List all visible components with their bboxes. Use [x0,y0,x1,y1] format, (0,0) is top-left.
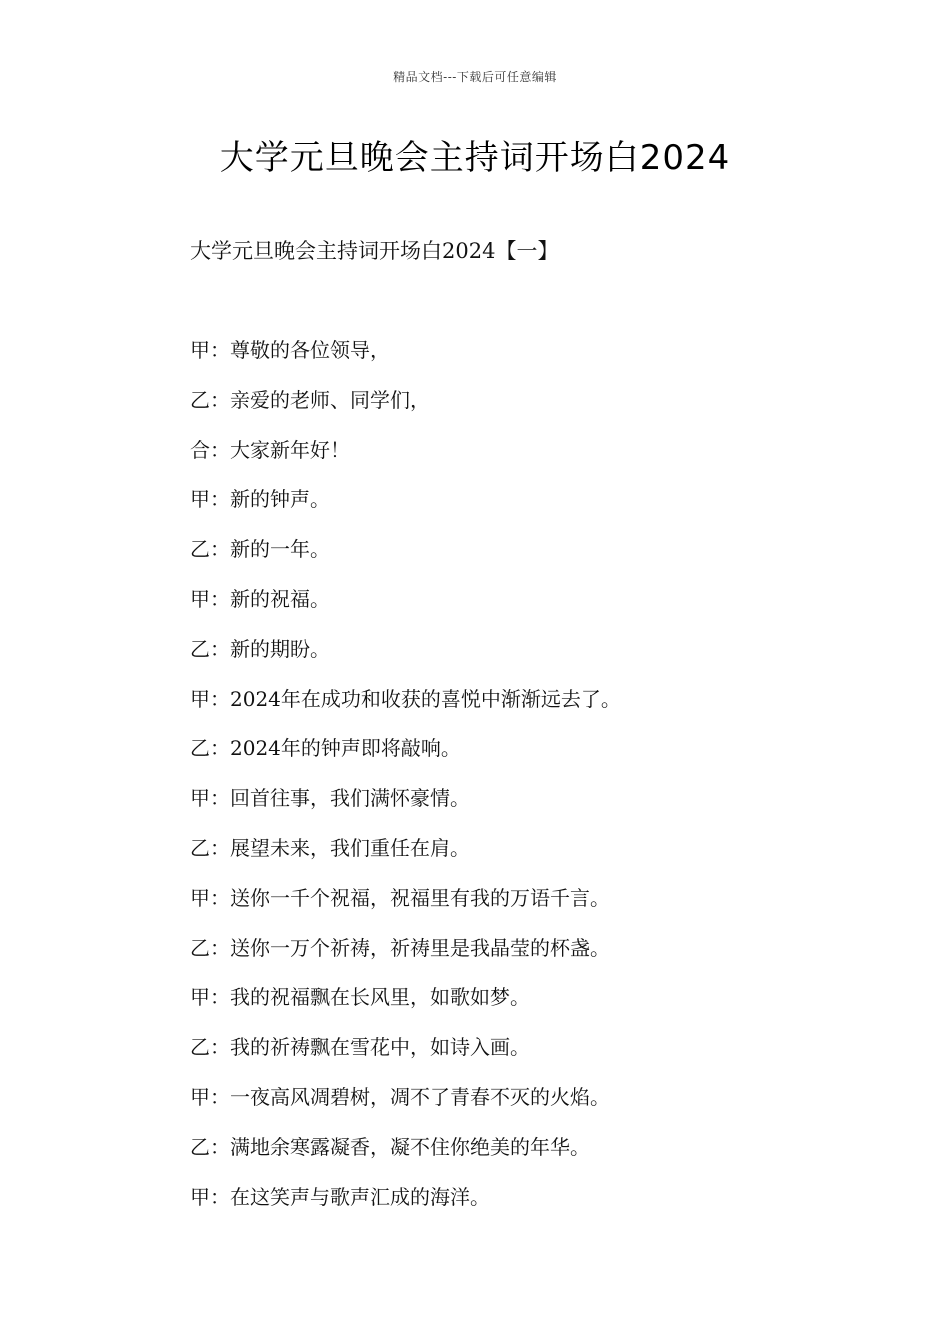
dialogue-line: 甲：在这笑声与歌声汇成的海洋。 [190,1184,490,1209]
dialogue-line: 乙：送你一万个祈祷，祈祷里是我晶莹的杯盏。 [190,935,610,960]
dialogue-line: 甲：2024年在成功和收获的喜悦中渐渐远去了。 [190,686,621,711]
dialogue-line: 乙：满地余寒露凝香，凝不住你绝美的年华。 [190,1134,590,1159]
dialogue-line: 乙：2024年的钟声即将敲响。 [190,736,461,761]
dialogue-line: 甲：尊敬的各位领导， [190,338,390,362]
dialogue-line: 合：大家新年好！ [190,437,350,462]
dialogue-line: 甲：我的祝福飘在长风里，如歌如梦。 [190,985,530,1010]
dialogue-line: 甲：一夜高风凋碧树，凋不了青春不灭的火焰。 [190,1084,610,1109]
dialogue-line: 甲：新的祝福。 [190,586,330,611]
dialogue-line: 乙：新的期盼。 [190,636,330,661]
dialogue-line: 甲：回首往事，我们满怀豪情。 [190,786,470,811]
dialogue-line: 乙：新的一年。 [190,537,330,562]
dialogue-line: 乙：我的祈祷飘在雪花中，如诗入画。 [190,1035,530,1060]
header-note: 精品文档---下载后可任意编辑 [393,70,557,84]
dialogue-line: 甲：送你一千个祝福，祝福里有我的万语千言。 [190,885,610,910]
section-heading: 大学元旦晚会主持词开场白2024【一】 [190,239,559,263]
dialogue-list [190,336,810,1232]
dialogue-line: 甲：新的钟声。 [190,487,330,512]
dialogue-line: 乙：亲爱的老师、同学们， [190,387,430,412]
document-title: 大学元旦晚会主持词开场白2024 [219,138,731,178]
dialogue-line: 乙：展望未来，我们重任在肩。 [190,835,470,860]
